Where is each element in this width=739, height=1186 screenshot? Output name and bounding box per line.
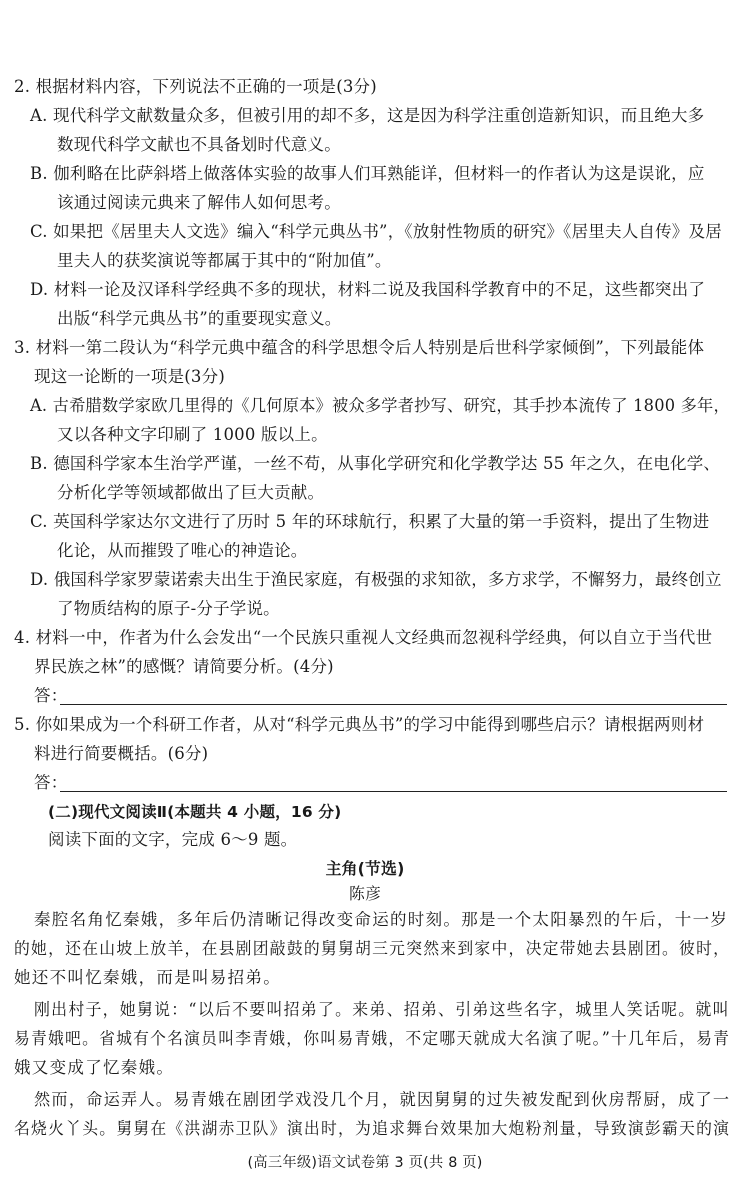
passage-para1-line3: 她还不叫忆秦娥，而是叫易招弟。 — [14, 968, 281, 987]
q2-option-c-line1: C. 如果把《居里夫人文选》编入“科学元典丛书”，《放射性物质的研究》《居里夫人自传》及居 — [30, 222, 722, 241]
q2-option-d-line2: 出版“科学元典丛书”的重要现实意义。 — [57, 309, 342, 328]
q3-stem-line2: 现这一论断的一项是(3分) — [34, 367, 225, 386]
q2-option-a-line1: A. 现代科学文献数量众多，但被引用的却不多，这是因为科学注重创造新知识，而且绝大多 — [30, 106, 705, 125]
q4-answer-line[interactable] — [60, 704, 727, 705]
passage-para3-line1: 然而，命运弄人。易青娥在剧团学戏没几个月，就因舅舅的过失被发配到伙房帮厨，成了一 — [34, 1090, 731, 1109]
q2-option-d-line1: D. 材料一论及汉译科学经典不多的现状，材料二说及我国科学教育中的不足，这些都突出了 — [30, 280, 706, 299]
section-instruction: 阅读下面的文字，完成 6～9 题。 — [48, 830, 298, 849]
q4-stem-line2: 界民族之林”的感慨？请简要分析。(4分) — [34, 657, 334, 676]
q3-stem-line1: 3. 材料一第二段认为“科学元典中蕴含的科学思想令后人特别是后世科学家倾倒”，下列最能体 — [14, 338, 705, 357]
passage-para2-line3: 娥又变成了忆秦娥。 — [14, 1058, 175, 1077]
passage-para2-line2: 易青娥吧。省城有个名演员叫李青娥，你叫易青娥，不定哪天就成大名演了呢。”十几年后，易青 — [14, 1029, 731, 1048]
q2-option-c-line2: 里夫人的获奖演说等都属于其中的“附加值”。 — [57, 251, 392, 270]
q3-option-d-line2: 了物质结构的原子-分子学说。 — [57, 599, 280, 618]
q5-stem-line1: 5. 你如果成为一个科研工作者，从对“科学元典丛书”的学习中能得到哪些启示？请根据两则材 — [14, 715, 705, 734]
q2-option-b-line2: 该通过阅读元典来了解伟人如何思考。 — [57, 193, 341, 212]
passage-para3-line2: 名烧火丫头。舅舅在《洪湖赤卫队》演出时，为追求舞台效果加大炮粉剂量，导致演彭霸天的演 — [14, 1119, 731, 1138]
passage-title: 主角(节选) — [325, 859, 405, 878]
q2-option-b-line1: B. 伽利略在比萨斜塔上做落体实验的故事人们耳熟能详，但材料一的作者认为这是误讹，应 — [30, 164, 705, 183]
q3-option-c-line1: C. 英国科学家达尔文进行了历时 5 年的环球航行，积累了大量的第一手资料，提出了生物进 — [30, 512, 710, 531]
q4-answer-label: 答： — [34, 686, 68, 705]
passage-para1-line1: 秦腔名角忆秦娥，多年后仍清晰记得改变命运的时刻。那是一个太阳暴烈的午后，十一岁 — [34, 910, 729, 929]
q3-option-b-line1: B. 德国科学家本生治学严谨，一丝不苟，从事化学研究和化学教学达 55 年之久，在电化学、 — [30, 454, 721, 473]
q5-stem-line2: 料进行简要概括。(6分) — [34, 744, 209, 763]
q2-stem: 2. 根据材料内容，下列说法不正确的一项是(3分) — [14, 77, 377, 96]
q3-option-a-line1: A. 古希腊数学家欧几里得的《几何原本》被众多学者抄写、研究，其手抄本流传了 1800 多年， — [30, 396, 730, 415]
q3-option-a-line2: 又以各种文字印刷了 1000 版以上。 — [57, 425, 328, 444]
q3-option-d-line1: D. 俄国科学家罗蒙诺索夫出生于渔民家庭，有极强的求知欲，多方求学，不懈努力，最终创立 — [30, 570, 722, 589]
q3-option-c-line2: 化论，从而摧毁了唯心的神造论。 — [57, 541, 308, 560]
q5-answer-label: 答： — [34, 773, 68, 792]
passage-para1-line2: 的她，还在山坡上放羊，在县剧团敲鼓的舅舅胡三元突然来到家中，决定带她去县剧团。彼时， — [14, 939, 731, 958]
q3-option-b-line2: 分析化学等领域都做出了巨大贡献。 — [57, 483, 325, 502]
page-footer: (高三年级)语文试卷第 3 页(共 8 页) — [247, 1155, 483, 1171]
passage-para2-line1: 刚出村子，她舅说：“以后不要叫招弟了。来弟、招弟、引弟这些名字，城里人笑话呢。就叫 — [34, 1000, 730, 1019]
q5-answer-line[interactable] — [60, 791, 727, 792]
q4-stem-line1: 4. 材料一中，作者为什么会发出“一个民族只重视人文经典而忽视科学经典，何以自立于当代世 — [14, 628, 713, 647]
passage-author: 陈彦 — [349, 884, 382, 903]
section-heading: (二)现代文阅读Ⅱ(本题共 4 小题，16 分) — [48, 803, 342, 821]
q2-option-a-line2: 数现代科学文献也不具备划时代意义。 — [57, 135, 341, 154]
